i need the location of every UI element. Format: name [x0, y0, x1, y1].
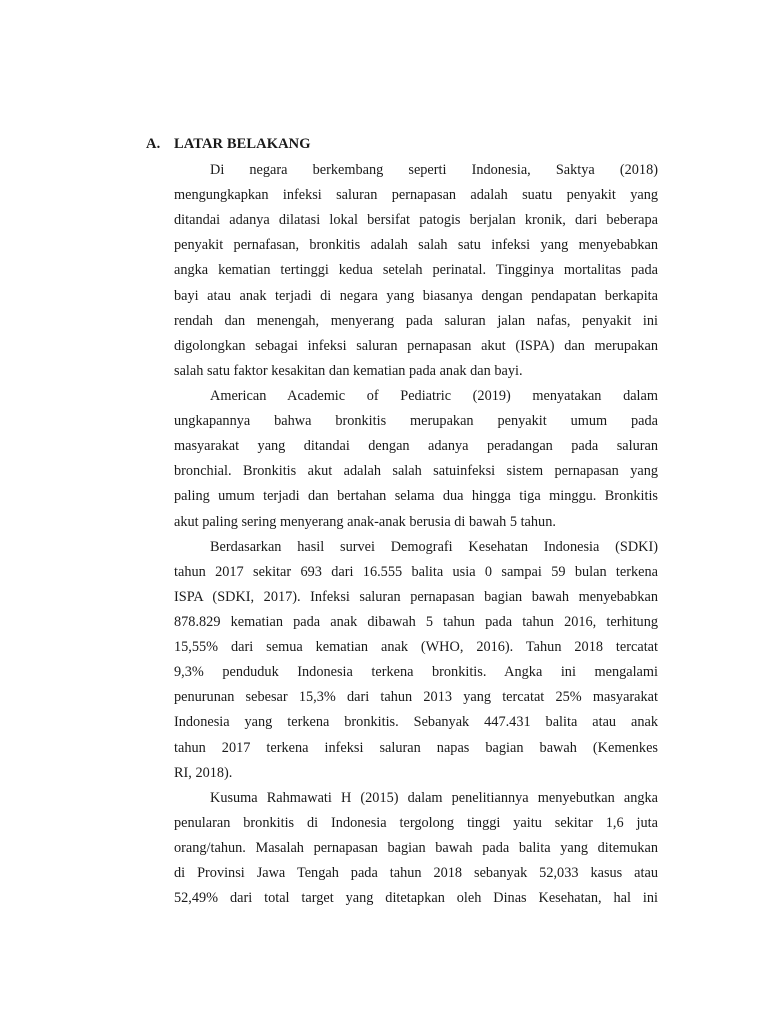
text-line: salah satu faktor kesakitan dan kematian pada anak dan bayi. — [174, 362, 523, 379]
text-line: akut paling sering menyerang anak-anak berusia di bawah 5 tahun. — [174, 513, 556, 530]
text-line: mengungkapkan infeksi saluran pernapasan adalah suatu penyakit yang — [174, 187, 658, 204]
text-line: penyakit pernafasan, bronkitis adalah salah satu infeksi yang menyebabkan — [174, 237, 658, 254]
text-line: 15,55% dari semua kematian anak (WHO, 2016). Tahun 2018 tercatat — [174, 639, 658, 656]
text-line: ISPA (SDKI, 2017). Infeksi saluran pernapasan bagian bawah menyebabkan — [174, 588, 658, 605]
text-line: digolongkan sebagai infeksi saluran pernapasan akut (ISPA) dan merupakan — [174, 337, 658, 354]
text-line: di Provinsi Jawa Tengah pada tahun 2018 sebanyak 52,033 kasus atau — [174, 865, 658, 882]
section-number: A. — [146, 136, 161, 152]
text-line: masyarakat yang ditandai dengan adanya peradangan pada saluran — [174, 438, 658, 455]
text-line: 9,3% penduduk Indonesia terkena bronkitis. Angka ini mengalami — [174, 664, 658, 681]
paragraph-first-line: American Academic of Pediatric (2019) menyatakan dalam — [210, 387, 658, 404]
text-line: RI, 2018). — [174, 764, 233, 781]
text-line: 878.829 kematian pada anak dibawah 5 tahun pada tahun 2016, terhitung — [174, 613, 658, 630]
text-line: ditandai adanya dilatasi lokal bersifat patogis berjalan kronik, dari beberapa — [174, 212, 658, 229]
section-heading — [146, 136, 311, 153]
body-text — [174, 158, 658, 911]
paragraph-first-line: Berdasarkan hasil survei Demografi Kesehatan Indonesia (SDKI) — [210, 538, 658, 555]
text-line: ungkapannya bahwa bronkitis merupakan penyakit umum pada — [174, 413, 658, 430]
text-line: penurunan sebesar 15,3% dari tahun 2013 yang tercatat 25% masyarakat — [174, 689, 658, 706]
text-line: tahun 2017 terkena infeksi saluran napas bagian bawah (Kemenkes — [174, 739, 658, 756]
section-title: LATAR BELAKANG — [174, 136, 311, 152]
paragraph-first-line: Kusuma Rahmawati H (2015) dalam penelitiannya menyebutkan angka — [210, 789, 658, 806]
text-line: rendah dan menengah, menyerang pada saluran jalan nafas, penyakit ini — [174, 312, 658, 329]
text-line: 52,49% dari total target yang ditetapkan oleh Dinas Kesehatan, hal ini — [174, 890, 658, 907]
text-line: bayi atau anak terjadi di negara yang biasanya dengan pendapatan berkapita — [174, 287, 658, 304]
text-line: Indonesia yang terkena bronkitis. Sebanyak 447.431 balita atau anak — [174, 714, 658, 731]
text-line: paling umum terjadi dan bertahan selama dua hingga tiga minggu. Bronkitis — [174, 488, 658, 505]
text-line: penularan bronkitis di Indonesia tergolong tinggi yaitu sekitar 1,6 juta — [174, 814, 658, 831]
text-line: angka kematian tertinggi kedua setelah perinatal. Tingginya mortalitas pada — [174, 262, 658, 279]
paragraph-first-line: Di negara berkembang seperti Indonesia, Saktya (2018) — [210, 162, 658, 178]
text-line: bronchial. Bronkitis akut adalah salah satuinfeksi sistem pernapasan yang — [174, 463, 658, 480]
text-line: orang/tahun. Masalah pernapasan bagian bawah pada balita yang ditemukan — [174, 839, 658, 856]
text-line: tahun 2017 sekitar 693 dari 16.555 balita usia 0 sampai 59 bulan terkena — [174, 563, 658, 580]
